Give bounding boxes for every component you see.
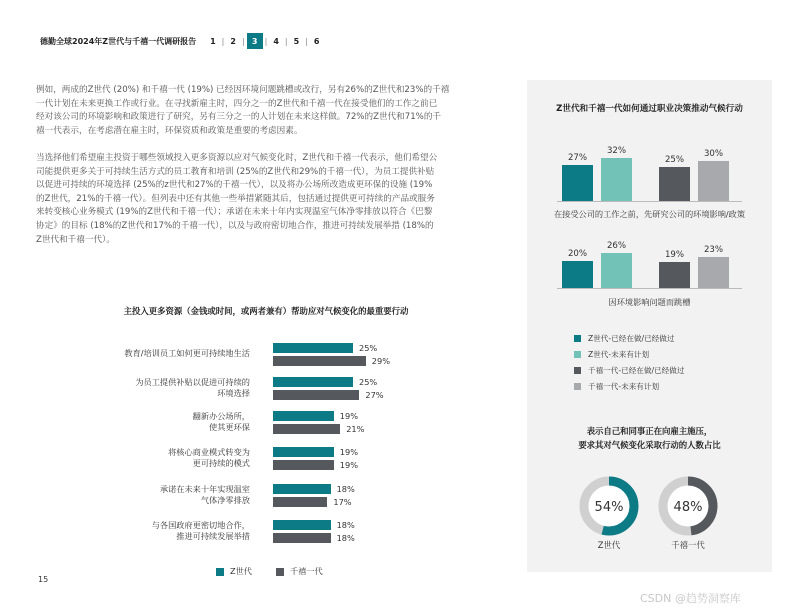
vertical-bar-value: 30% <box>703 148 724 159</box>
bar-millennial <box>273 356 366 366</box>
bar-value-label: 21% <box>346 424 365 434</box>
paragraph-line: 一代计划在未来更换工作或行业。在寻找新雇主时，四分之一的Z世代和千禧一代在接受他们的工作之前已 <box>36 98 438 109</box>
donut-label-gen-z: Z世代 <box>597 540 621 550</box>
vertical-bar-value: 27% <box>567 152 588 163</box>
vertical-bar-value: 32% <box>606 146 627 156</box>
paragraph-line: 禧一代表示，在考虑潜在雇主时，环保资质和政策是重要的考虑因素。 <box>36 125 303 136</box>
page-link-5[interactable]: 5 <box>293 36 300 46</box>
page-number: 15 <box>38 575 49 584</box>
vertical-bar <box>698 257 729 288</box>
paragraph-line: 的Z世代，21%的千禧一代）。但列表中还有其他一些举措紧随其后，包括通过提供更可持续的产品或服务 <box>36 193 435 204</box>
vertical-bar <box>562 165 593 201</box>
legend-item-mil-done <box>574 365 684 376</box>
donut-value-label: 54% <box>594 500 624 515</box>
bar-baseline <box>557 201 742 202</box>
page-nav: 1 | 2 | 3 | 4 | 5 | 6 <box>206 33 323 49</box>
vertical-bar <box>562 261 593 288</box>
paragraph-line: 协定》的目标 (18%的Z世代和17%的千禧一代），以及与政府密切地合作，推进可持续发展举措 (18%的 <box>36 220 434 231</box>
bar-millennial <box>273 390 359 400</box>
category-label: 教育/培训员工如何更可持续地生活 <box>124 348 250 358</box>
paragraph-line: 例如，两成的Z世代 (20%) 和千禧一代 (19%) 已经因环境问题跳槽或改行，另有26%的Z世代和23%的千禧 <box>36 85 450 95</box>
title-line: 要求其对气候变化采取行动的人数占比 <box>578 440 721 450</box>
watermark: CSDN @趋势洞察库 <box>640 592 741 605</box>
legend-swatch <box>574 383 581 390</box>
category-label: 翻新办公场所， 使其更环保 <box>192 411 250 432</box>
bar-value-label: 25% <box>359 343 378 353</box>
bar-value-label: 17% <box>333 497 352 507</box>
vertical-bar <box>659 262 690 288</box>
bar-value-label: 29% <box>371 356 390 366</box>
vertical-bar <box>601 253 632 288</box>
page-link-2[interactable]: 2 <box>230 36 236 46</box>
bar-millennial <box>273 497 327 507</box>
legend-swatch-millennial <box>276 568 284 576</box>
paragraph-line: 当选择他们希望雇主投资于哪些领域投入更多资源以应对气候变化时，Z世代和千禧一代表示，他们希望公 <box>36 153 438 163</box>
bar-value-label: 19% <box>339 460 358 470</box>
bar-gen-z <box>273 447 334 457</box>
vertical-bar-value: 23% <box>703 245 724 256</box>
legend-label: Z世代 <box>230 566 252 576</box>
title-line: 表示自己和同事正在向雇主施压， <box>586 426 713 436</box>
vertical-bar <box>659 167 690 201</box>
vertical-bar <box>698 161 729 201</box>
bar-value-label: 27% <box>365 390 384 400</box>
vertical-bar-value: 19% <box>664 250 685 261</box>
bar-millennial <box>273 460 334 470</box>
panel-title: Z世代和千禧一代如何通过职业决策推动气候行动 <box>556 104 743 114</box>
bar-value-label: 18% <box>336 520 355 530</box>
bar-baseline <box>557 288 742 289</box>
report-title: 德勤全球2024年Z世代与千禧一代调研报告 <box>40 36 197 46</box>
bar-gen-z <box>273 377 353 387</box>
bar-gen-z <box>273 343 353 353</box>
category-label: 将核心商业模式转变为 更可持续的模式 <box>168 447 250 468</box>
bar-value-label: 18% <box>336 533 355 543</box>
legend-label: 千禧一代-未来有计划 <box>588 382 660 391</box>
bar-millennial <box>273 424 340 434</box>
category-label: 承诺在未来十年实现温室 气体净零排放 <box>159 484 250 505</box>
bar-gen-z <box>273 411 334 421</box>
vertical-bar <box>601 158 632 201</box>
legend-swatch <box>574 335 581 342</box>
right-panel <box>527 80 772 572</box>
paragraph-line: 以促进可持续的环境选择 (25%的z世代和27%的千禧一代），以及将办公场所改造成更环保的设施 (19% <box>36 180 433 191</box>
left-chart-legend <box>216 566 323 577</box>
page-link-3-active[interactable]: 3 <box>247 33 263 49</box>
report-header <box>40 32 323 50</box>
page-link-1[interactable]: 1 <box>210 36 216 46</box>
paragraph-line: 经对该公司的环境影响和政策进行了研究，另有三分之一的人计划在未来这样做。72%的Z世代和71%的千 <box>36 112 442 123</box>
bar-group-caption-1: 在接受公司的工作之前，先研究公司的环境影响/政策 <box>553 209 746 219</box>
bar-value-label: 25% <box>359 377 378 387</box>
legend-swatch-gen-z <box>216 568 224 576</box>
paragraph-line: 来转变核心业务模式 (19%的Z世代和千禧一代）；承诺在未来十年内实现温室气体净零排放以符合《巴黎 <box>36 207 433 218</box>
body-paragraph-1 <box>36 84 468 138</box>
paragraph-line: Z世代和千禧一代）。 <box>36 234 115 245</box>
donut-value-label: 48% <box>673 500 703 515</box>
legend-swatch <box>574 351 581 358</box>
legend-label: Z世代-未来有计划 <box>588 350 650 359</box>
legend-swatch <box>574 367 581 374</box>
legend-label: Z世代-已经在做/已经做过 <box>588 334 675 343</box>
bar-gen-z <box>273 484 331 494</box>
legend-label: 千禧一代-已经在做/已经做过 <box>588 366 685 375</box>
legend-item-genz-plan <box>574 349 649 360</box>
category-label: 与各国政府更密切地合作， 推进可持续发展举措 <box>151 520 250 541</box>
bar-gen-z <box>273 520 331 530</box>
vertical-bar-value: 25% <box>664 155 685 166</box>
paragraph-line: 司能提供更多关于可持续生活方式的员工教育和培训 (25%的Z世代和29%的千禧一代），为员工提供补贴 <box>36 166 435 177</box>
bar-value-label: 19% <box>339 447 358 457</box>
left-chart-title: 主投入更多资源（金钱或时间，或两者兼有）帮助应对气候变化的最重要行动 <box>123 306 409 316</box>
vertical-bar-value: 26% <box>606 241 627 252</box>
legend-label: 千禧一代 <box>289 566 323 576</box>
body-paragraph-2 <box>36 152 468 247</box>
vertical-bar-value: 20% <box>567 249 588 260</box>
legend-item-gen-z <box>216 566 252 577</box>
page-link-4[interactable]: 4 <box>273 36 279 46</box>
page-link-6[interactable]: 6 <box>313 36 320 46</box>
bar-value-label: 18% <box>336 484 355 494</box>
category-label: 为员工提供补贴以促进可持续的 环境选择 <box>135 377 250 398</box>
donut-label-millennial: 千禧一代 <box>671 540 705 550</box>
donut-charts <box>527 470 772 570</box>
legend-item-mil-plan <box>574 381 659 392</box>
bar-value-label: 19% <box>339 411 358 421</box>
bar-millennial <box>273 533 331 543</box>
donut-section-title <box>527 424 772 452</box>
bar-group-caption-2: 因环境影响问题而跳槽 <box>608 297 691 307</box>
legend-item-genz-done <box>574 333 674 344</box>
legend-item-millennial <box>276 566 323 577</box>
